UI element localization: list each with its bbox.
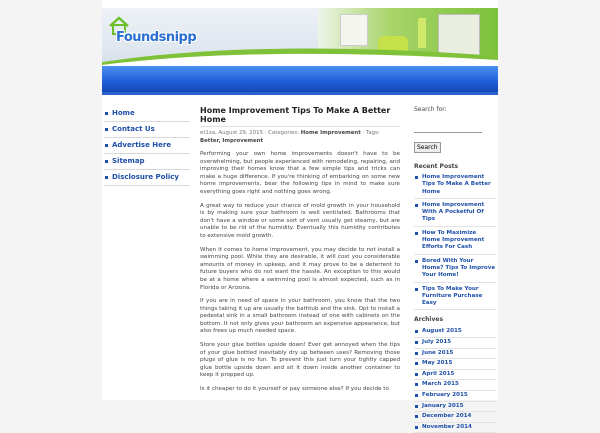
- archives-list: [414, 327, 496, 433]
- nav-item-home[interactable]: Home: [104, 106, 190, 122]
- post-category-link[interactable]: Home Improvement: [300, 130, 361, 136]
- post-meta: et1za, August 29, 2015 · Categories: Home Improvement · Tags: Better, Improvement: [200, 130, 380, 144]
- site-logo[interactable]: [106, 14, 197, 54]
- site-header: [102, 0, 498, 96]
- post-paragraph: Performing your own home improvements doesn't have to be overwhelming, but people experienced with remodeling, repairing, and improving their homes know that a few simple tips and tricks can make a huge difference. If you're thinking of embarking on some new home improvements, bear the following tips in mind to make sure everything goes right and nothing goes wrong.: [200, 151, 400, 195]
- recent-post-link[interactable]: Tips To Make Your Furniture Purchase Easy: [414, 286, 496, 311]
- post-paragraph: When it comes to home improvement, you may decide to not install a swimming pool. While they are desirable, it will cost you considerable amounts of money in upkeep, and it may prove to be a deterrent to future buyers who do not want the hassle. An exception to this would be at a home where a swimming pool is almost expected, such as in Florida or Arizona.: [200, 246, 400, 291]
- page-wrapper: [102, 0, 498, 430]
- main-content: [200, 106, 400, 394]
- archive-link[interactable]: January 2015: [414, 402, 496, 413]
- logo-text: Foundsnipp: [116, 30, 197, 45]
- archive-link[interactable]: July 2015: [414, 338, 496, 349]
- archive-link[interactable]: November 2014: [414, 423, 496, 433]
- archive-link[interactable]: June 2015: [414, 349, 496, 360]
- archive-link[interactable]: April 2015: [414, 370, 496, 381]
- archive-link[interactable]: February 2015: [414, 391, 496, 402]
- archive-link[interactable]: December 2014: [414, 412, 496, 423]
- post-paragraph: Store your glue bottles upside down! Ever get annoyed when the tips of your glue bottled inevitably dry up between uses? Removing those plugs of glue is no fun. To prevent this just turn your tightly capped glue bottle upside down and sit it down inside another container to keep it propped up.: [200, 342, 400, 379]
- left-navigation: [104, 106, 190, 186]
- nav-item-advertise-here[interactable]: Advertise Here: [104, 138, 190, 154]
- recent-posts-heading: Recent Posts: [414, 163, 459, 170]
- right-sidebar: [414, 106, 496, 433]
- search-button[interactable]: Search: [414, 142, 441, 153]
- post-paragraph: Is it cheaper to do it yourself or pay someone else? If you decide to: [200, 386, 389, 393]
- recent-posts-list: [414, 174, 496, 310]
- recent-post-link[interactable]: Home Improvement With A Pocketful Of Tips: [414, 202, 496, 227]
- archives-heading: Archives: [414, 316, 444, 324]
- archive-link[interactable]: March 2015: [414, 380, 496, 391]
- post-paragraph: If you are in need of space in your bathroom, you know that the two things taking it up are usually the bathtub and the sink. Opt to install a pedestal sink in a small bathroom instead of one with cabinets on the bottom. It not only gives your bathroom an expensive appearance, but also frees up much needed space.: [200, 298, 400, 335]
- nav-item-sitemap[interactable]: Sitemap: [104, 154, 190, 170]
- nav-item-contact-us[interactable]: Contact Us: [104, 122, 190, 138]
- post-paragraph: A great way to reduce your chance of mold growth in your household is by making sure your bathroom is well ventilated. Bathrooms that don't have a window or some sort of vent usually get steamy, but are unable to be rid of the humidity. Eventually this humidity contributes to extensive mold growth.: [200, 202, 400, 239]
- post-tags-link[interactable]: Better, Improvement: [200, 138, 264, 144]
- recent-post-link[interactable]: How To Maximize Home Improvement Efforts For Cash: [414, 230, 496, 255]
- recent-post-link[interactable]: Bored With Your Home? Tips To Improve Your Home!: [414, 258, 496, 283]
- search-input[interactable]: [414, 126, 482, 133]
- archive-link[interactable]: August 2015: [414, 327, 496, 338]
- nav-item-disclosure-policy[interactable]: Disclosure Policy: [104, 170, 190, 186]
- recent-post-link[interactable]: Home Improvement Tips To Make A Better Home: [414, 174, 496, 199]
- archive-link[interactable]: May 2015: [414, 359, 496, 370]
- post-title[interactable]: Home Improvement Tips To Make A Better Home: [200, 106, 400, 127]
- search-label: Search for:: [414, 106, 447, 113]
